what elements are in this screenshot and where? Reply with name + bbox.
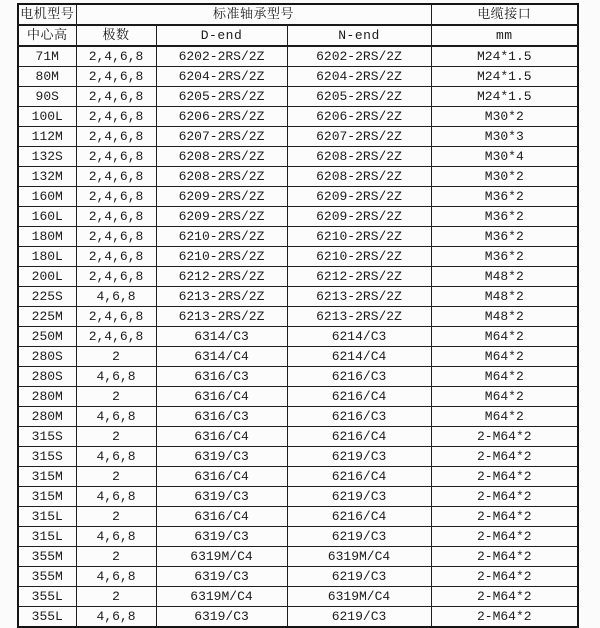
table-row bbox=[18, 587, 578, 607]
cell-poles: 2,4,6,8 bbox=[76, 327, 156, 347]
cell-cable-gland-mm: M24*1.5 bbox=[431, 46, 578, 67]
table-row bbox=[18, 427, 578, 447]
col-header-n-end: N-end bbox=[287, 25, 431, 46]
cell-d-end-bearing: 6212-2RS/2Z bbox=[156, 267, 287, 287]
cell-center-height: 180M bbox=[18, 227, 76, 247]
cell-cable-gland-mm: M30*2 bbox=[431, 107, 578, 127]
cell-center-height: 355L bbox=[18, 587, 76, 607]
table-row bbox=[18, 467, 578, 487]
cell-cable-gland-mm: 2-M64*2 bbox=[431, 467, 578, 487]
col-header-mm: mm bbox=[431, 25, 578, 46]
cell-d-end-bearing: 6314/C3 bbox=[156, 327, 287, 347]
cell-cable-gland-mm: 2-M64*2 bbox=[431, 487, 578, 507]
cell-cable-gland-mm: M30*3 bbox=[431, 127, 578, 147]
cell-d-end-bearing: 6316/C4 bbox=[156, 387, 287, 407]
cell-poles: 2 bbox=[76, 547, 156, 567]
cell-n-end-bearing: 6319M/C4 bbox=[287, 547, 431, 567]
table-row bbox=[18, 367, 578, 387]
cell-center-height: 180L bbox=[18, 247, 76, 267]
cell-cable-gland-mm: 2-M64*2 bbox=[431, 527, 578, 547]
cell-cable-gland-mm: M48*2 bbox=[431, 287, 578, 307]
cell-center-height: 315S bbox=[18, 447, 76, 467]
cell-poles: 2,4,6,8 bbox=[76, 207, 156, 227]
cell-d-end-bearing: 6206-2RS/2Z bbox=[156, 107, 287, 127]
cell-d-end-bearing: 6319/C3 bbox=[156, 567, 287, 587]
cell-n-end-bearing: 6210-2RS/2Z bbox=[287, 247, 431, 267]
cell-cable-gland-mm: M48*2 bbox=[431, 307, 578, 327]
table-row bbox=[18, 67, 578, 87]
cell-n-end-bearing: 6214/C4 bbox=[287, 347, 431, 367]
cell-center-height: 280S bbox=[18, 347, 76, 367]
cell-poles: 2,4,6,8 bbox=[76, 147, 156, 167]
cell-poles: 4,6,8 bbox=[76, 367, 156, 387]
cell-n-end-bearing: 6206-2RS/2Z bbox=[287, 107, 431, 127]
cell-d-end-bearing: 6316/C3 bbox=[156, 367, 287, 387]
cell-center-height: 355M bbox=[18, 547, 76, 567]
cell-center-height: 355L bbox=[18, 607, 76, 628]
cell-center-height: 280S bbox=[18, 367, 76, 387]
cell-n-end-bearing: 6219/C3 bbox=[287, 487, 431, 507]
cell-poles: 4,6,8 bbox=[76, 447, 156, 467]
cell-cable-gland-mm: 2-M64*2 bbox=[431, 427, 578, 447]
cell-center-height: 112M bbox=[18, 127, 76, 147]
cell-poles: 2 bbox=[76, 467, 156, 487]
cell-n-end-bearing: 6216/C4 bbox=[287, 427, 431, 447]
cell-center-height: 100L bbox=[18, 107, 76, 127]
cell-cable-gland-mm: M48*2 bbox=[431, 267, 578, 287]
cell-center-height: 315L bbox=[18, 507, 76, 527]
cell-n-end-bearing: 6209-2RS/2Z bbox=[287, 187, 431, 207]
cell-poles: 2,4,6,8 bbox=[76, 167, 156, 187]
table-row bbox=[18, 527, 578, 547]
cell-d-end-bearing: 6208-2RS/2Z bbox=[156, 147, 287, 167]
cell-poles: 2 bbox=[76, 387, 156, 407]
table-row bbox=[18, 46, 578, 67]
cell-poles: 2,4,6,8 bbox=[76, 227, 156, 247]
header-group-row bbox=[18, 4, 578, 25]
table-row bbox=[18, 607, 578, 628]
cell-center-height: 132M bbox=[18, 167, 76, 187]
cell-center-height: 160L bbox=[18, 207, 76, 227]
cell-poles: 2 bbox=[76, 347, 156, 367]
cell-center-height: 225S bbox=[18, 287, 76, 307]
cell-n-end-bearing: 6202-2RS/2Z bbox=[287, 46, 431, 67]
cell-d-end-bearing: 6319/C3 bbox=[156, 487, 287, 507]
cell-d-end-bearing: 6202-2RS/2Z bbox=[156, 46, 287, 67]
table-row bbox=[18, 487, 578, 507]
motor-bearing-spec-table bbox=[17, 3, 579, 628]
cell-d-end-bearing: 6208-2RS/2Z bbox=[156, 167, 287, 187]
cell-center-height: 280M bbox=[18, 407, 76, 427]
cell-center-height: 280M bbox=[18, 387, 76, 407]
cell-cable-gland-mm: M36*2 bbox=[431, 187, 578, 207]
cell-n-end-bearing: 6212-2RS/2Z bbox=[287, 267, 431, 287]
col-header-center-height: 中心高 bbox=[18, 25, 76, 46]
cell-poles: 2,4,6,8 bbox=[76, 87, 156, 107]
cell-d-end-bearing: 6319M/C4 bbox=[156, 547, 287, 567]
cell-n-end-bearing: 6208-2RS/2Z bbox=[287, 147, 431, 167]
cell-cable-gland-mm: M36*2 bbox=[431, 207, 578, 227]
cell-d-end-bearing: 6316/C4 bbox=[156, 467, 287, 487]
cell-d-end-bearing: 6210-2RS/2Z bbox=[156, 247, 287, 267]
cell-d-end-bearing: 6316/C3 bbox=[156, 407, 287, 427]
cell-poles: 4,6,8 bbox=[76, 487, 156, 507]
cell-d-end-bearing: 6319/C3 bbox=[156, 527, 287, 547]
table-header bbox=[18, 4, 578, 46]
cell-poles: 4,6,8 bbox=[76, 527, 156, 547]
cell-poles: 2,4,6,8 bbox=[76, 267, 156, 287]
cell-cable-gland-mm: M24*1.5 bbox=[431, 87, 578, 107]
cell-d-end-bearing: 6314/C4 bbox=[156, 347, 287, 367]
cell-cable-gland-mm: 2-M64*2 bbox=[431, 547, 578, 567]
cell-cable-gland-mm: 2-M64*2 bbox=[431, 587, 578, 607]
table-row bbox=[18, 507, 578, 527]
cell-poles: 2 bbox=[76, 587, 156, 607]
cell-center-height: 71M bbox=[18, 46, 76, 67]
cell-center-height: 160M bbox=[18, 187, 76, 207]
cell-center-height: 200L bbox=[18, 267, 76, 287]
cell-d-end-bearing: 6316/C4 bbox=[156, 427, 287, 447]
cell-n-end-bearing: 6219/C3 bbox=[287, 447, 431, 467]
table-row bbox=[18, 547, 578, 567]
cell-center-height: 355M bbox=[18, 567, 76, 587]
cell-center-height: 315M bbox=[18, 487, 76, 507]
cell-n-end-bearing: 6219/C3 bbox=[287, 567, 431, 587]
cell-d-end-bearing: 6316/C4 bbox=[156, 507, 287, 527]
cell-cable-gland-mm: M64*2 bbox=[431, 407, 578, 427]
cell-poles: 2,4,6,8 bbox=[76, 46, 156, 67]
cell-n-end-bearing: 6209-2RS/2Z bbox=[287, 207, 431, 227]
cell-d-end-bearing: 6213-2RS/2Z bbox=[156, 307, 287, 327]
cell-d-end-bearing: 6319M/C4 bbox=[156, 587, 287, 607]
table-row bbox=[18, 567, 578, 587]
table-row bbox=[18, 167, 578, 187]
header-motor-model: 电机型号 bbox=[18, 4, 76, 25]
cell-cable-gland-mm: 2-M64*2 bbox=[431, 607, 578, 628]
cell-cable-gland-mm: M30*4 bbox=[431, 147, 578, 167]
cell-center-height: 250M bbox=[18, 327, 76, 347]
table-row bbox=[18, 447, 578, 467]
cell-center-height: 90S bbox=[18, 87, 76, 107]
cell-poles: 2,4,6,8 bbox=[76, 187, 156, 207]
header-column-row bbox=[18, 25, 578, 46]
cell-poles: 2,4,6,8 bbox=[76, 127, 156, 147]
cell-n-end-bearing: 6319M/C4 bbox=[287, 587, 431, 607]
cell-d-end-bearing: 6204-2RS/2Z bbox=[156, 67, 287, 87]
header-standard-bearing-model: 标准轴承型号 bbox=[76, 4, 431, 25]
cell-poles: 2 bbox=[76, 427, 156, 447]
table-row bbox=[18, 147, 578, 167]
cell-n-end-bearing: 6207-2RS/2Z bbox=[287, 127, 431, 147]
cell-center-height: 132S bbox=[18, 147, 76, 167]
cell-d-end-bearing: 6210-2RS/2Z bbox=[156, 227, 287, 247]
cell-n-end-bearing: 6216/C3 bbox=[287, 367, 431, 387]
cell-center-height: 315S bbox=[18, 427, 76, 447]
cell-n-end-bearing: 6214/C3 bbox=[287, 327, 431, 347]
cell-cable-gland-mm: 2-M64*2 bbox=[431, 507, 578, 527]
table-row bbox=[18, 207, 578, 227]
cell-poles: 4,6,8 bbox=[76, 607, 156, 628]
table-row bbox=[18, 347, 578, 367]
table-row bbox=[18, 267, 578, 287]
table-row bbox=[18, 187, 578, 207]
cell-center-height: 315L bbox=[18, 527, 76, 547]
cell-n-end-bearing: 6219/C3 bbox=[287, 527, 431, 547]
cell-cable-gland-mm: M64*2 bbox=[431, 367, 578, 387]
cell-d-end-bearing: 6213-2RS/2Z bbox=[156, 287, 287, 307]
col-header-d-end: D-end bbox=[156, 25, 287, 46]
cell-cable-gland-mm: M36*2 bbox=[431, 227, 578, 247]
cell-n-end-bearing: 6205-2RS/2Z bbox=[287, 87, 431, 107]
cell-center-height: 225M bbox=[18, 307, 76, 327]
cell-poles: 4,6,8 bbox=[76, 287, 156, 307]
cell-n-end-bearing: 6216/C3 bbox=[287, 407, 431, 427]
cell-n-end-bearing: 6208-2RS/2Z bbox=[287, 167, 431, 187]
table-row bbox=[18, 87, 578, 107]
cell-center-height: 315M bbox=[18, 467, 76, 487]
cell-cable-gland-mm: 2-M64*2 bbox=[431, 567, 578, 587]
table-row bbox=[18, 307, 578, 327]
cell-poles: 2 bbox=[76, 507, 156, 527]
cell-cable-gland-mm: M64*2 bbox=[431, 327, 578, 347]
table-body bbox=[18, 46, 578, 627]
cell-poles: 4,6,8 bbox=[76, 407, 156, 427]
cell-d-end-bearing: 6319/C3 bbox=[156, 607, 287, 628]
cell-d-end-bearing: 6207-2RS/2Z bbox=[156, 127, 287, 147]
col-header-poles: 极数 bbox=[76, 25, 156, 46]
cell-n-end-bearing: 6216/C4 bbox=[287, 387, 431, 407]
cell-cable-gland-mm: M30*2 bbox=[431, 167, 578, 187]
cell-poles: 2,4,6,8 bbox=[76, 307, 156, 327]
cell-n-end-bearing: 6213-2RS/2Z bbox=[287, 287, 431, 307]
cell-d-end-bearing: 6319/C3 bbox=[156, 447, 287, 467]
table-row bbox=[18, 387, 578, 407]
cell-poles: 4,6,8 bbox=[76, 567, 156, 587]
table-row bbox=[18, 107, 578, 127]
cell-n-end-bearing: 6219/C3 bbox=[287, 607, 431, 628]
cell-poles: 2,4,6,8 bbox=[76, 107, 156, 127]
cell-center-height: 80M bbox=[18, 67, 76, 87]
header-cable-interface: 电缆接口 bbox=[431, 4, 578, 25]
cell-d-end-bearing: 6209-2RS/2Z bbox=[156, 187, 287, 207]
cell-cable-gland-mm: M64*2 bbox=[431, 387, 578, 407]
table-row bbox=[18, 127, 578, 147]
table-row bbox=[18, 247, 578, 267]
cell-n-end-bearing: 6213-2RS/2Z bbox=[287, 307, 431, 327]
cell-cable-gland-mm: 2-M64*2 bbox=[431, 447, 578, 467]
cell-cable-gland-mm: M24*1.5 bbox=[431, 67, 578, 87]
cell-n-end-bearing: 6216/C4 bbox=[287, 467, 431, 487]
cell-poles: 2,4,6,8 bbox=[76, 67, 156, 87]
cell-n-end-bearing: 6210-2RS/2Z bbox=[287, 227, 431, 247]
cell-cable-gland-mm: M36*2 bbox=[431, 247, 578, 267]
table-row bbox=[18, 227, 578, 247]
cell-n-end-bearing: 6216/C4 bbox=[287, 507, 431, 527]
cell-cable-gland-mm: M64*2 bbox=[431, 347, 578, 367]
table-row bbox=[18, 407, 578, 427]
cell-d-end-bearing: 6205-2RS/2Z bbox=[156, 87, 287, 107]
table-row bbox=[18, 287, 578, 307]
table-row bbox=[18, 327, 578, 347]
cell-d-end-bearing: 6209-2RS/2Z bbox=[156, 207, 287, 227]
cell-n-end-bearing: 6204-2RS/2Z bbox=[287, 67, 431, 87]
cell-poles: 2,4,6,8 bbox=[76, 247, 156, 267]
